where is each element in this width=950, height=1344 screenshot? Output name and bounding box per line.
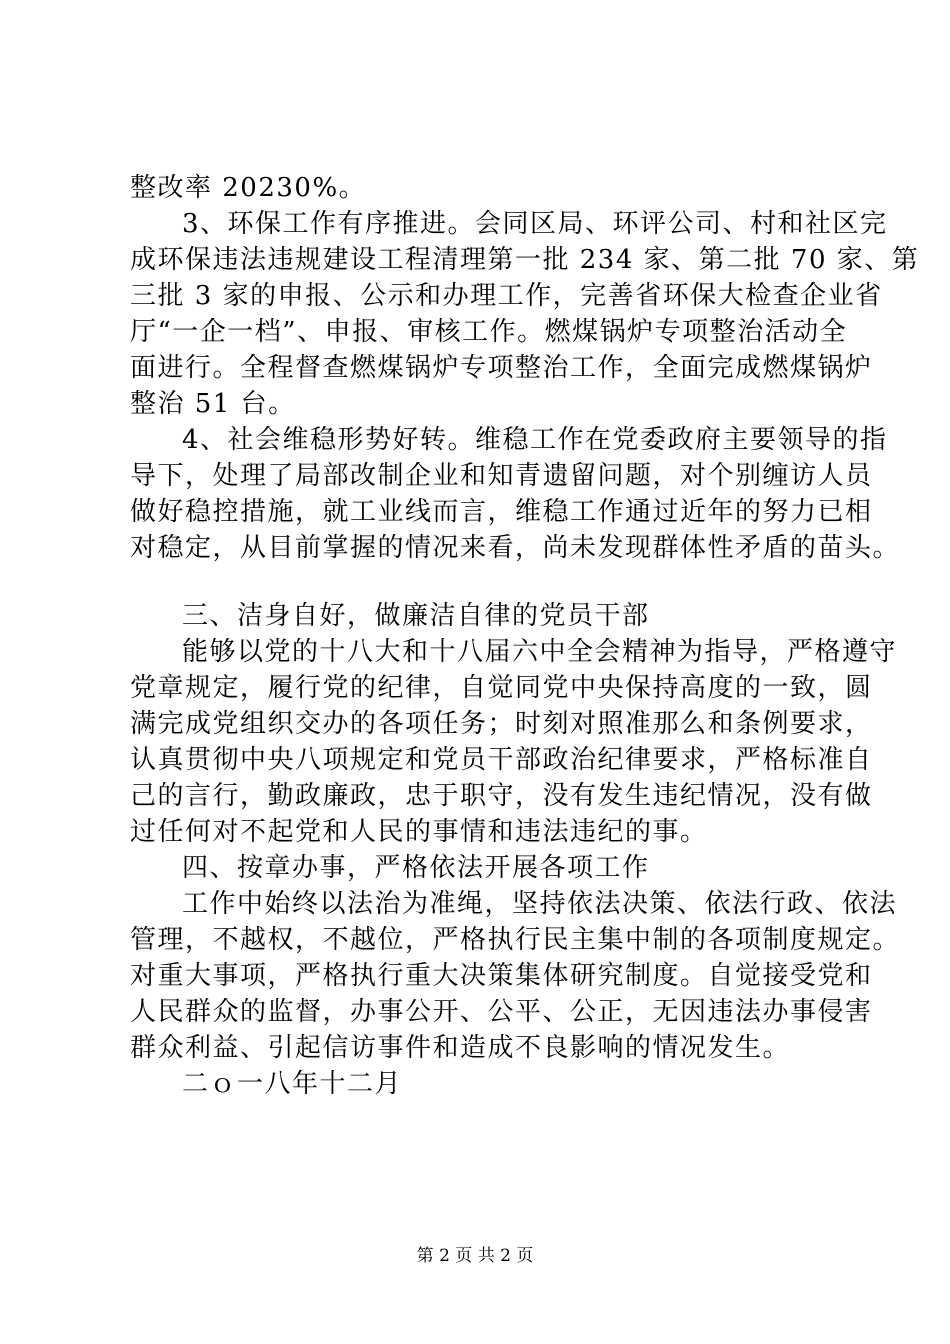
paragraph-line: 面进行。全程督查燃煤锅炉专项整治工作，全面完成燃煤锅炉 bbox=[130, 353, 873, 383]
paragraph-line: 三批 3 家的申报、公示和办理工作，完善省环保大检查企业省 bbox=[130, 281, 883, 311]
paragraph-line: 认真贯彻中央八项规定和党员干部政治纪律要求，严格标准自 bbox=[130, 745, 873, 775]
page-number-footer: 第 2 页 共 2 页 bbox=[416, 1246, 534, 1266]
paragraph-line: 4、社会维稳形势好转。维稳工作在党委政府主要领导的指 bbox=[182, 425, 888, 455]
document-date: 二ｏ一八年十二月 bbox=[182, 1069, 403, 1099]
paragraph-line: 群众利益、引起信访事件和造成不良影响的情况发生。 bbox=[130, 1033, 791, 1063]
paragraph-line: 过任何对不起党和人民的事情和违法违纪的事。 bbox=[130, 817, 708, 847]
paragraph-line: 3、环保工作有序推进。会同区局、环评公司、村和社区完 bbox=[182, 209, 888, 239]
paragraph-line: 做好稳控措施，就工业线而言，维稳工作通过近年的努力已相 bbox=[130, 497, 873, 527]
paragraph-line: 满完成党组织交办的各项任务；时刻对照准那么和条例要求， bbox=[130, 709, 873, 739]
paragraph-line: 能够以党的十八大和十八届六中全会精神为指导，严格遵守 bbox=[182, 637, 898, 667]
paragraph-line: 对重大事项，严格执行重大决策集体研究制度。自觉接受党和 bbox=[130, 961, 873, 991]
paragraph-line: 厅“一企一档”、申报、审核工作。燃煤锅炉专项整治活动全 bbox=[130, 317, 848, 347]
paragraph-line: 工作中始终以法治为准绳，坚持依法决策、依法行政、依法 bbox=[182, 889, 898, 919]
paragraph-line: 己的言行，勤政廉政，忠于职守，没有发生违纪情况，没有做 bbox=[130, 781, 873, 811]
paragraph-line: 整治 51 台。 bbox=[130, 389, 296, 419]
section-heading: 四、按章办事，严格依法开展各项工作 bbox=[182, 853, 650, 883]
paragraph-line: 导下，处理了局部改制企业和知青遗留问题，对个别缠访人员 bbox=[130, 461, 873, 491]
section-heading: 三、洁身自好，做廉洁自律的党员干部 bbox=[182, 601, 650, 631]
paragraph-line: 整改率 20230%。 bbox=[130, 173, 367, 203]
paragraph-line: 管理，不越权，不越位，严格执行民主集中制的各项制度规定。 bbox=[130, 925, 901, 955]
paragraph-line: 对稳定，从目前掌握的情况来看，尚未发现群体性矛盾的苗头。 bbox=[130, 533, 901, 563]
paragraph-line: 党章规定，履行党的纪律，自觉同党中央保持高度的一致，圆 bbox=[130, 673, 873, 703]
document-body bbox=[130, 170, 920, 1102]
paragraph-line: 成环保违法违规建设工程清理第一批 234 家、第二批 70 家、第 bbox=[130, 245, 920, 275]
paragraph-line: 人民群众的监督，办事公开、公平、公正，无因违法办事侵害 bbox=[130, 997, 873, 1027]
